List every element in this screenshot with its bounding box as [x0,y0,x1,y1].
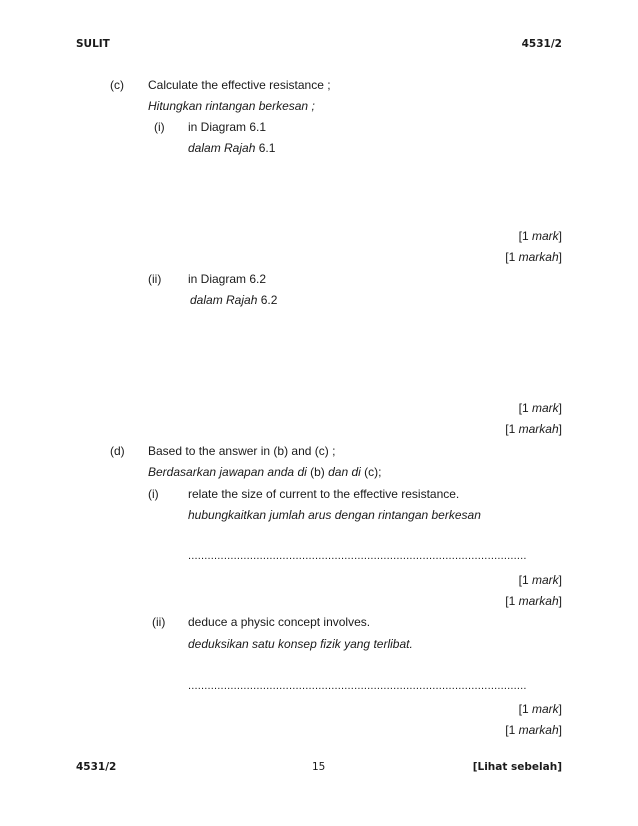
mark-c-ii: [1 mark] [518,401,562,415]
question-d-ii-text-malay: deduksikan satu konsep fizik yang terlibat. [188,637,413,651]
question-d-i-label: (i) [148,487,159,501]
header-right: 4531/2 [521,38,562,50]
question-c-i-text: in Diagram 6.1 [188,120,267,134]
question-d-ii-label: (ii) [152,615,166,629]
mark-c-i: [1 mark] [518,229,562,243]
question-d-i-text: relate the size of current to the effective resistance. [188,487,460,501]
question-c-i-label: (i) [154,120,165,134]
question-c-ii-text: in Diagram 6.2 [188,272,267,286]
question-c-i-text-malay: dalam Rajah 6.1 [188,141,276,155]
question-c-text-malay: Hitungkan rintangan berkesan ; [148,99,315,113]
question-d-i-text-malay: hubungkaitkan jumlah arus dengan rintangan berkesan [188,508,481,522]
question-d-ii-text: deduce a physic concept involves. [188,615,371,629]
mark-d-ii: [1 mark] [518,702,562,716]
markah-c-i: [1 markah] [505,250,562,264]
question-c-label: (c) [110,78,124,92]
question-d-text: Based to the answer in (b) and (c) ; [148,444,336,458]
markah-d-i: [1 markah] [505,594,562,608]
header-left: SULIT [76,38,110,50]
markah-c-ii: [1 markah] [505,422,562,436]
question-c-text: Calculate the effective resistance ; [148,78,331,92]
answer-line-d-i[interactable]: ........................................................................................................ [188,550,527,562]
question-c-ii-text-malay: dalam Rajah 6.2 [190,293,278,307]
footer-right: [Lihat sebelah] [472,761,562,773]
markah-d-ii: [1 markah] [505,723,562,737]
question-d-text-malay: Berdasarkan jawapan anda di (b) dan di (c); [148,465,382,479]
page-number: 15 [312,761,326,773]
question-c-ii-label: (ii) [148,272,162,286]
mark-d-i: [1 mark] [518,573,562,587]
question-d-label: (d) [110,444,125,458]
answer-line-d-ii[interactable]: ........................................................................................................ [188,680,527,692]
footer-left: 4531/2 [76,761,117,773]
